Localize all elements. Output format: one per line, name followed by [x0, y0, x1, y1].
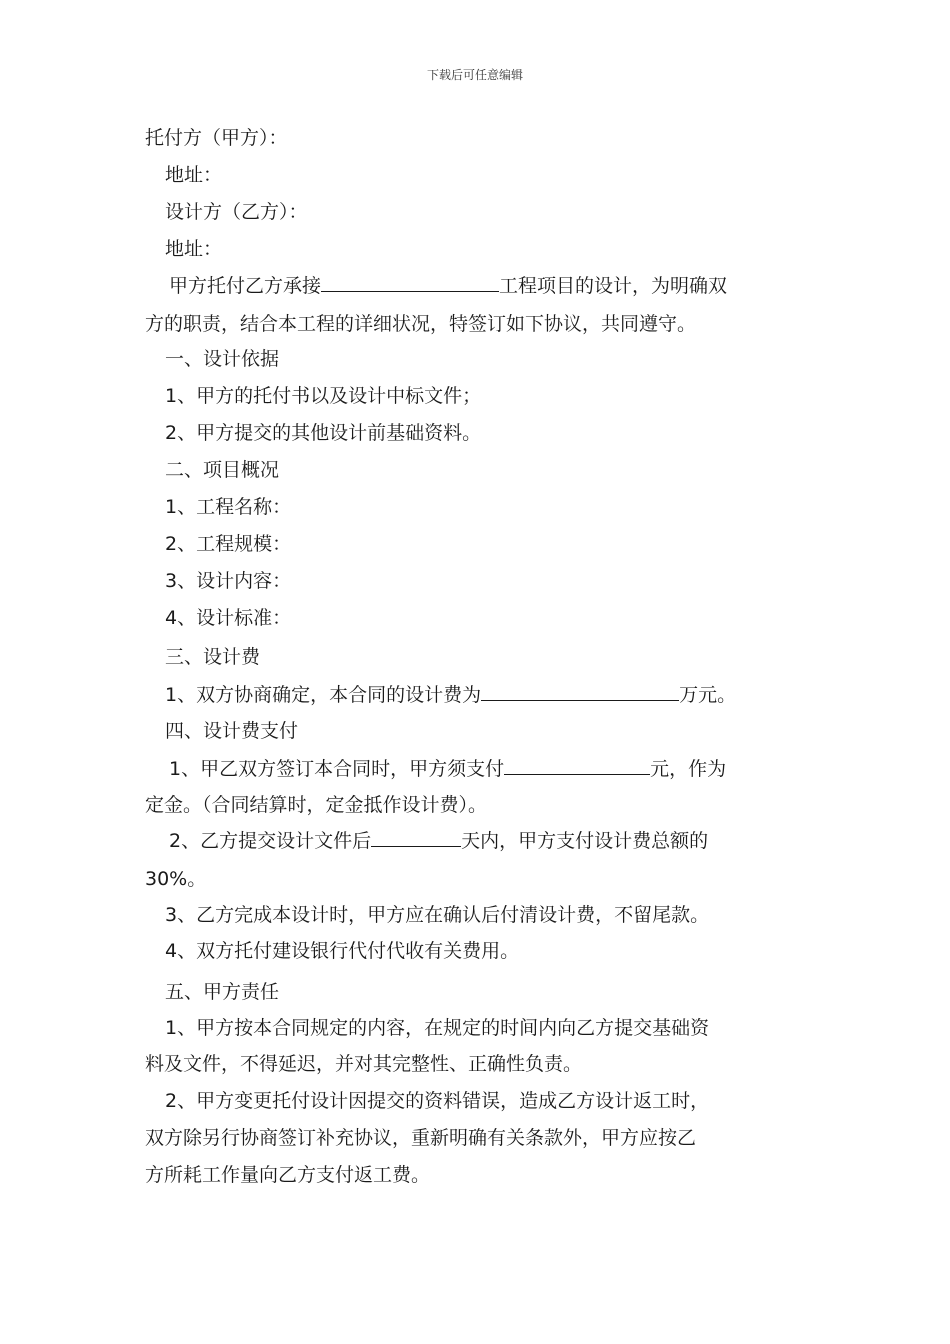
party-a-label: 托付方（甲方）： [145, 127, 288, 149]
section-4-item-1-line-2: 定金。（合同结算时，定金抵作设计费）。 [145, 794, 488, 816]
intro-text-1a: 甲方托付乙方承接 [169, 275, 322, 297]
section-1-item-1: 1、甲方的托付书以及设计中标文件； [165, 385, 482, 407]
party-b-address: 地址： [165, 238, 223, 260]
section-5-item-1-line-2: 料及文件，不得延迟，并对其完整性、正确性负责。 [145, 1053, 583, 1075]
section-5-item-2-line-1: 2、甲方变更托付设计因提交的资料错误，造成乙方设计返工时， [165, 1090, 710, 1112]
section-5-title: 五、甲方责任 [165, 981, 280, 1003]
section-2-title: 二、项目概况 [165, 459, 280, 481]
section-5-item-2-line-3: 方所耗工作量向乙方支付返工费。 [145, 1164, 431, 1186]
days-text-b: 天内，甲方支付设计费总额的 [461, 830, 709, 852]
section-4-item-4: 4、双方托付建设银行代付代收有关费用。 [165, 940, 520, 962]
section-4-title: 四、设计费支付 [165, 720, 299, 742]
party-a-address: 地址： [165, 164, 223, 186]
days-blank[interactable] [371, 828, 461, 847]
section-2-item-3: 3、设计内容： [165, 570, 292, 592]
section-4-item-3: 3、乙方完成本设计时，甲方应在确认后付清设计费，不留尾款。 [165, 904, 710, 926]
section-5-item-2-line-2: 双方除另行协商签订补充协议，重新明确有关条款外，甲方应按乙 [145, 1127, 697, 1149]
intro-line-2: 方的职责，结合本工程的详细状况，特签订如下协议，共同遵守。 [145, 313, 697, 335]
intro-line-1 [169, 273, 727, 298]
section-4-item-2-line-1 [169, 828, 708, 853]
fee-amount-blank[interactable] [481, 682, 679, 701]
section-4-item-1-line-1 [169, 756, 726, 781]
section-4-item-2-line-2: 30%。 [145, 868, 207, 890]
section-3-item-1 [165, 682, 736, 707]
fee-text-b: 万元。 [679, 684, 737, 706]
deposit-text-b: 元，作为 [650, 758, 727, 780]
section-2-item-2: 2、工程规模： [165, 533, 292, 555]
party-b-label: 设计方（乙方）： [165, 201, 308, 223]
section-1-item-2: 2、甲方提交的其他设计前基础资料。 [165, 422, 482, 444]
page-header: 下载后可任意编辑 [426, 68, 523, 82]
section-2-item-1: 1、工程名称： [165, 496, 292, 518]
section-5-item-1-line-1: 1、甲方按本合同规定的内容，在规定的时间内向乙方提交基础资 [165, 1017, 710, 1039]
intro-text-1b: 工程项目的设计，为明确双 [499, 275, 728, 297]
days-text-a: 2、乙方提交设计文件后 [169, 830, 372, 852]
section-1-title: 一、设计依据 [165, 348, 280, 370]
project-name-blank[interactable] [321, 273, 499, 292]
deposit-amount-blank[interactable] [504, 756, 650, 775]
section-2-item-4: 4、设计标准： [165, 607, 292, 629]
deposit-text-a: 1、甲乙双方签订本合同时，甲方须支付 [169, 758, 505, 780]
fee-text-a: 1、双方协商确定，本合同的设计费为 [165, 684, 482, 706]
section-3-title: 三、设计费 [165, 646, 261, 668]
